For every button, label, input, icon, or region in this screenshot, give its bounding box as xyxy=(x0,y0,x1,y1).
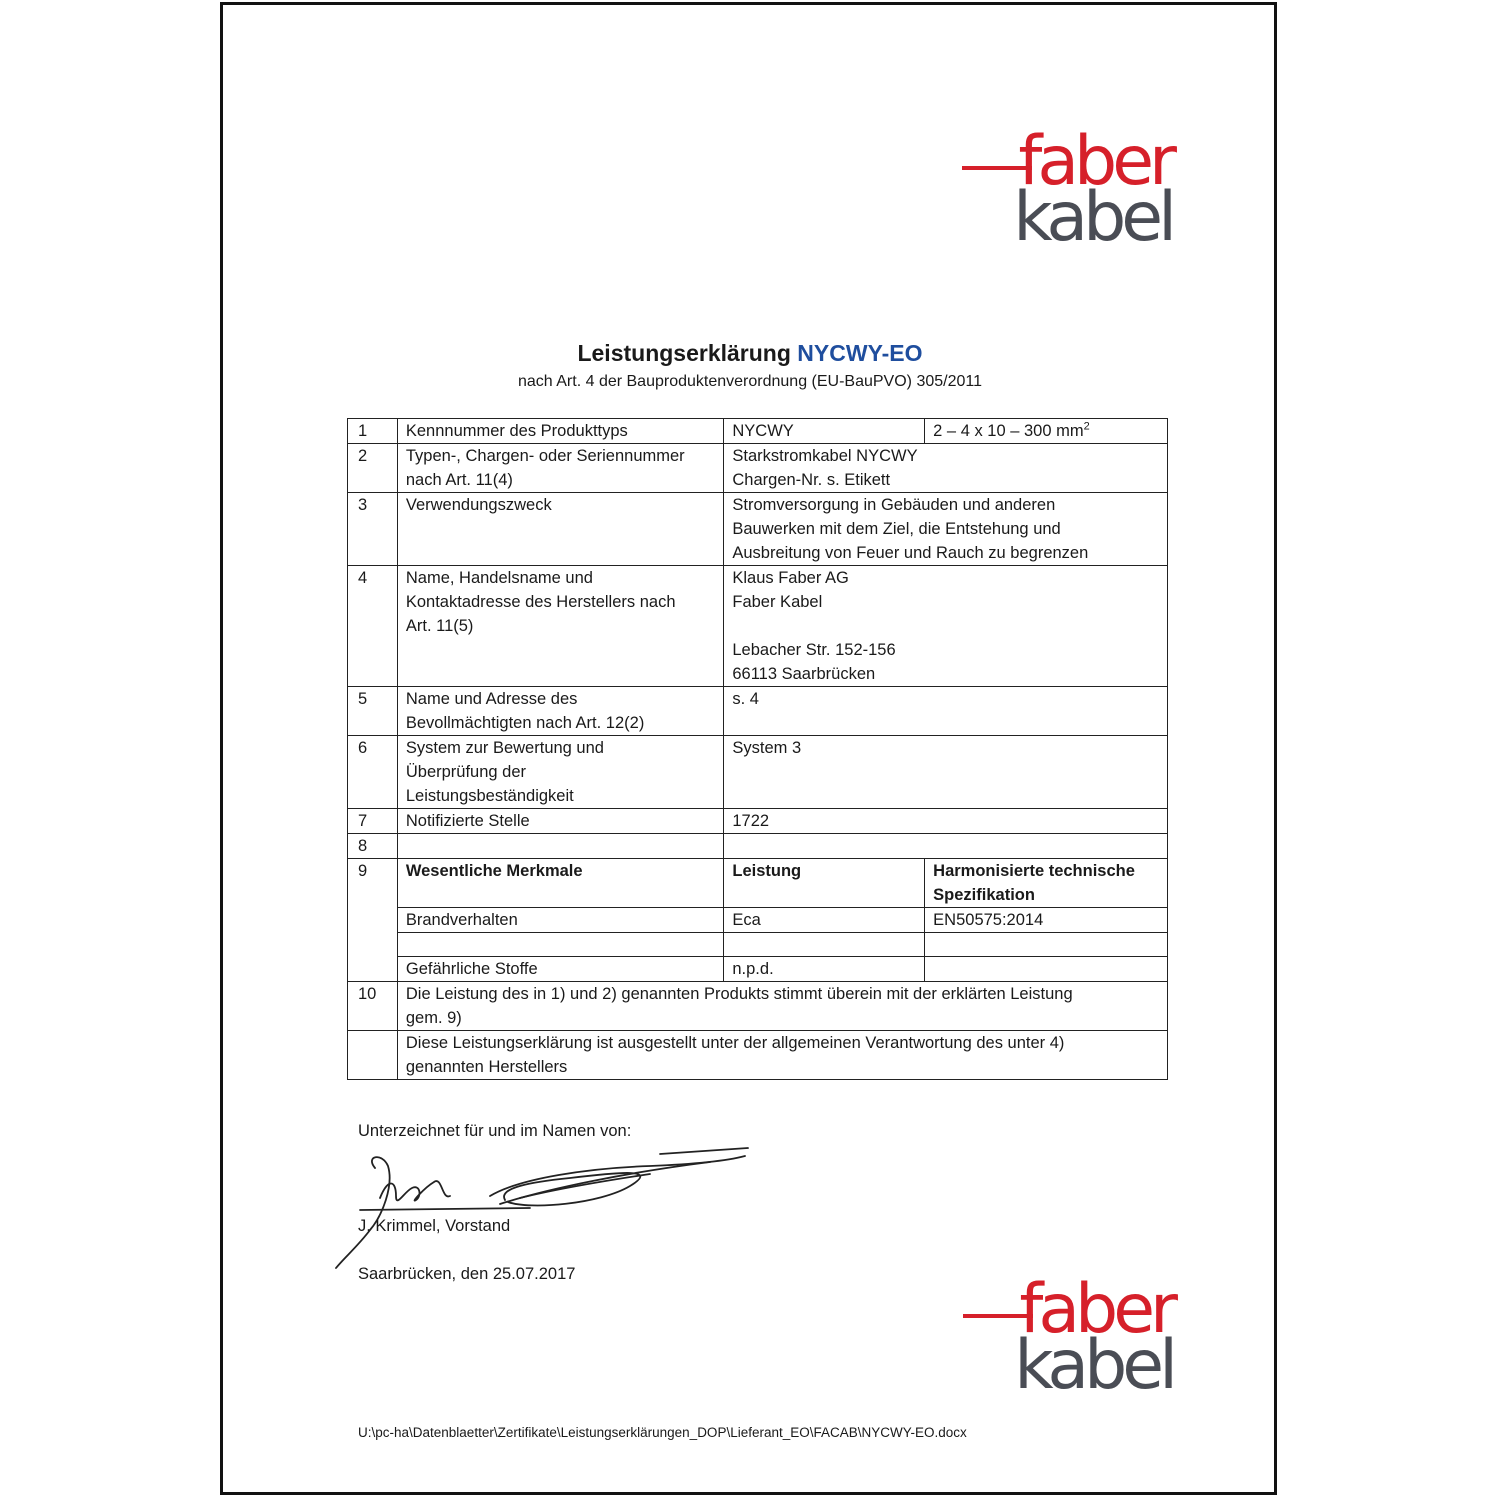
row-number: 3 xyxy=(348,493,398,566)
column-header-specification xyxy=(925,859,1168,908)
label-line: Name, Handelsname und xyxy=(405,569,593,587)
signature-label: Unterzeichnet für und im Namen von: xyxy=(358,1122,632,1140)
row-label xyxy=(397,444,724,493)
row-number: 8 xyxy=(348,834,398,859)
row-label: Kennnummer des Produkttyps xyxy=(397,419,724,444)
row-value: s. 4 xyxy=(724,687,1168,736)
performance-cell: n.p.d. xyxy=(724,957,925,982)
logo-text-faber: faber xyxy=(1019,1270,1173,1349)
row-label xyxy=(397,566,724,687)
table-row xyxy=(348,687,1168,736)
table-row xyxy=(348,933,1168,957)
row-number: 4 xyxy=(348,566,398,687)
table-row xyxy=(348,419,1168,444)
row-number: 10 xyxy=(348,982,398,1031)
characteristic-cell: Brandverhalten xyxy=(397,908,724,933)
table-row xyxy=(348,982,1168,1031)
row-label xyxy=(397,834,724,859)
label-line: Art. 11(5) xyxy=(405,617,474,635)
table-row xyxy=(348,1031,1168,1080)
row-number: 6 xyxy=(348,736,398,809)
value-line: Ausbreitung von Feuer und Rauch zu begrenzen xyxy=(732,544,1089,562)
title-prefix: Leistungserklärung xyxy=(577,340,791,366)
document-title xyxy=(0,340,1500,367)
row-label: Notifizierte Stelle xyxy=(397,809,724,834)
size-unit-superscript: 2 xyxy=(1083,420,1090,433)
row-label xyxy=(397,736,724,809)
row-value: System 3 xyxy=(724,736,1168,809)
logo-text-kabel: kabel xyxy=(1013,178,1172,257)
header-line: Harmonisierte technische xyxy=(933,862,1135,880)
row-value-size xyxy=(925,419,1168,444)
label-line: nach Art. 11(4) xyxy=(405,471,513,489)
row-number xyxy=(348,1031,398,1080)
logo-text-kabel: kabel xyxy=(1014,1326,1173,1405)
table-row-header xyxy=(348,859,1168,908)
table-row xyxy=(348,908,1168,933)
table-row xyxy=(348,809,1168,834)
row-value: NYCWY xyxy=(724,419,925,444)
table-row xyxy=(348,566,1168,687)
row-number: 9 xyxy=(348,859,398,982)
value-line: Chargen-Nr. s. Etikett xyxy=(732,471,891,489)
row-number: 2 xyxy=(348,444,398,493)
value-line: Lebacher Str. 152-156 xyxy=(732,641,896,659)
row-value xyxy=(724,566,1168,687)
value-line: Stromversorgung in Gebäuden und anderen xyxy=(732,496,1056,514)
characteristic-cell xyxy=(397,933,724,957)
row-label: Verwendungszweck xyxy=(397,493,724,566)
row-statement xyxy=(397,982,1167,1031)
footer-file-path: U:\pc-ha\Datenblaetter\Zertifikate\Leistungserklärungen_DOP\Lieferant_EO\FACAB\NYCWY-EO.docx xyxy=(358,1425,967,1440)
handwritten-signature xyxy=(330,1138,760,1273)
label-line: Kontaktadresse des Herstellers nach xyxy=(405,593,676,611)
characteristic-cell: Gefährliche Stoffe xyxy=(397,957,724,982)
company-logo-bottom xyxy=(963,1270,1173,1405)
header-line: Spezifikation xyxy=(933,886,1035,904)
company-logo-top xyxy=(962,122,1172,257)
signature-date: Saarbrücken, den 25.07.2017 xyxy=(358,1265,576,1283)
value-line: Bauwerken mit dem Ziel, die Entstehung und xyxy=(732,520,1061,538)
row-value: 1722 xyxy=(724,809,1168,834)
value-spacer xyxy=(732,614,1159,638)
row-number: 1 xyxy=(348,419,398,444)
table-row xyxy=(348,736,1168,809)
title-product: NYCWY-EO xyxy=(797,340,923,366)
row-label xyxy=(397,687,724,736)
row-value xyxy=(724,493,1168,566)
row-number: 5 xyxy=(348,687,398,736)
performance-cell xyxy=(724,933,925,957)
value-line: Klaus Faber AG xyxy=(732,569,849,587)
statement-line: Die Leistung des in 1) und 2) genannten Produkts stimmt überein mit der erklärten Leistung xyxy=(405,985,1073,1003)
statement-line: gem. 9) xyxy=(405,1009,462,1027)
row-value xyxy=(724,444,1168,493)
label-line: Bevollmächtigten nach Art. 12(2) xyxy=(405,714,645,732)
row-number: 7 xyxy=(348,809,398,834)
statement-line: genannten Herstellers xyxy=(405,1058,568,1076)
label-line: Name und Adresse des xyxy=(405,690,578,708)
size-range: 2 – 4 x 10 – 300 mm xyxy=(933,422,1084,440)
logo-text-faber: faber xyxy=(1018,122,1172,201)
table-row xyxy=(348,444,1168,493)
row-statement xyxy=(397,1031,1167,1080)
label-line: Leistungsbeständigkeit xyxy=(405,787,574,805)
specification-cell: EN50575:2014 xyxy=(925,908,1168,933)
document-subtitle: nach Art. 4 der Bauproduktenverordnung (EU-BauPVO) 305/2011 xyxy=(518,373,982,390)
column-header-characteristics: Wesentliche Merkmale xyxy=(397,859,724,908)
label-line: Überprüfung der xyxy=(405,763,527,781)
table-row xyxy=(348,493,1168,566)
signatory-name: J. Krimmel, Vorstand xyxy=(358,1217,511,1235)
table-row xyxy=(348,957,1168,982)
value-line: 66113 Saarbrücken xyxy=(732,665,876,683)
value-line: Starkstromkabel NYCWY xyxy=(732,447,918,465)
label-line: System zur Bewertung und xyxy=(405,739,604,757)
specification-cell xyxy=(925,957,1168,982)
label-line: Typen-, Chargen- oder Seriennummer xyxy=(405,447,685,465)
performance-cell: Eca xyxy=(724,908,925,933)
column-header-performance: Leistung xyxy=(724,859,925,908)
row-value xyxy=(724,834,1168,859)
specification-cell xyxy=(925,933,1168,957)
value-line: Faber Kabel xyxy=(732,593,823,611)
declaration-table xyxy=(347,418,1168,1080)
table-row xyxy=(348,834,1168,859)
statement-line: Diese Leistungserklärung ist ausgestellt unter der allgemeinen Verantwortung des unter 4) xyxy=(405,1034,1065,1052)
